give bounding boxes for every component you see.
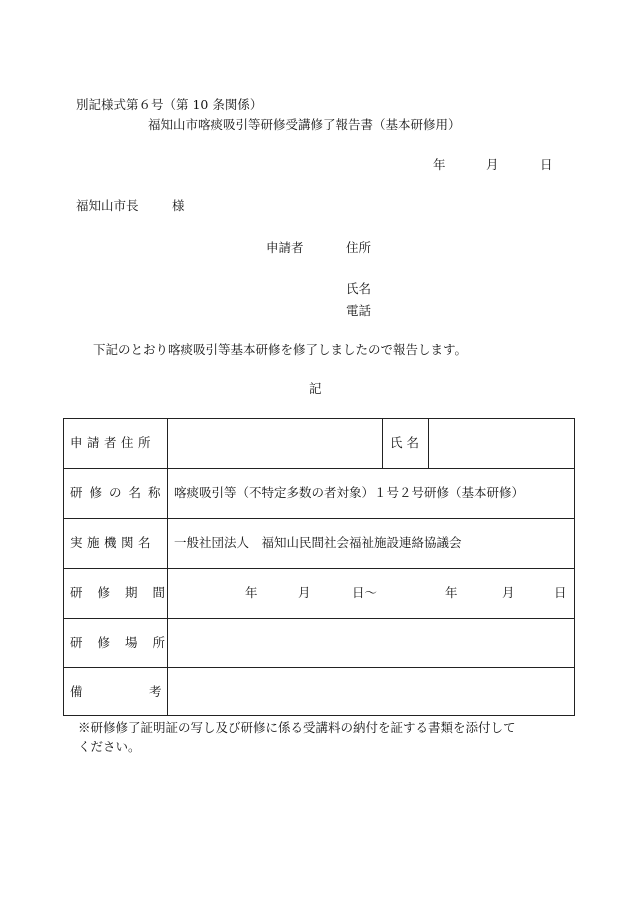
applicant-name-label: 氏名 xyxy=(346,281,372,296)
report-table xyxy=(63,418,575,716)
table-label-divider xyxy=(167,419,168,715)
table-row-divider xyxy=(64,618,574,619)
applicant-address-label: 住所 xyxy=(346,240,372,255)
date-year-label: 年 xyxy=(433,157,446,172)
table-name-divider xyxy=(428,419,429,468)
form-number: 別記様式第６号（第 10 条関係） xyxy=(76,97,263,112)
date-day-label: 日 xyxy=(540,157,553,172)
footnote-line-2: ください。 xyxy=(78,739,141,754)
addressee-name: 福知山市長 xyxy=(76,198,139,213)
org-value: 一般社団法人 福知山民間社会福祉施設連絡協議会 xyxy=(174,535,462,550)
period-cell-label: 研修期間 xyxy=(70,585,181,600)
training-name-value: 喀痰吸引等（不特定多数の者対象）１号２号研修（基本研修） xyxy=(174,485,525,500)
footnote-line-1: ※研修修了証明証の写し及び研修に係る受講料の納付を証する書類を添付して xyxy=(78,720,516,735)
period-end-month: 月 xyxy=(502,585,515,600)
period-end-year: 年 xyxy=(445,585,458,600)
period-start-month: 月 xyxy=(298,585,311,600)
table-row-divider xyxy=(64,518,574,519)
period-end-day: 日 xyxy=(554,585,567,600)
table-row-divider xyxy=(64,568,574,569)
date-month-label: 月 xyxy=(486,157,499,172)
period-start-year: 年 xyxy=(245,585,258,600)
training-name-cell-label: 研修の名称 xyxy=(70,485,168,500)
applicant-phone-label: 電話 xyxy=(346,303,372,318)
table-name-divider xyxy=(382,419,383,468)
applicant-address-cell-label: 申請者住所 xyxy=(70,435,156,450)
org-cell-label: 実施機関名 xyxy=(70,535,156,550)
document-title: 福知山市喀痰吸引等研修受講修了報告書（基本研修用） xyxy=(148,117,461,132)
table-row-divider xyxy=(64,468,574,469)
remarks-cell-label: 備 xyxy=(70,684,83,699)
period-start-day: 日～ xyxy=(352,585,378,600)
table-row-divider xyxy=(64,667,574,668)
place-cell-label: 研修場所 xyxy=(70,635,181,650)
ki-heading: 記 xyxy=(309,381,322,396)
applicant-label: 申請者 xyxy=(266,240,304,255)
report-statement: 下記のとおり喀痰吸引等基本研修を修了しましたので報告します。 xyxy=(93,342,468,357)
remarks-cell-label-end: 考 xyxy=(149,684,162,699)
name-cell-label: 氏名 xyxy=(390,435,424,450)
addressee-honorific: 様 xyxy=(172,198,185,213)
